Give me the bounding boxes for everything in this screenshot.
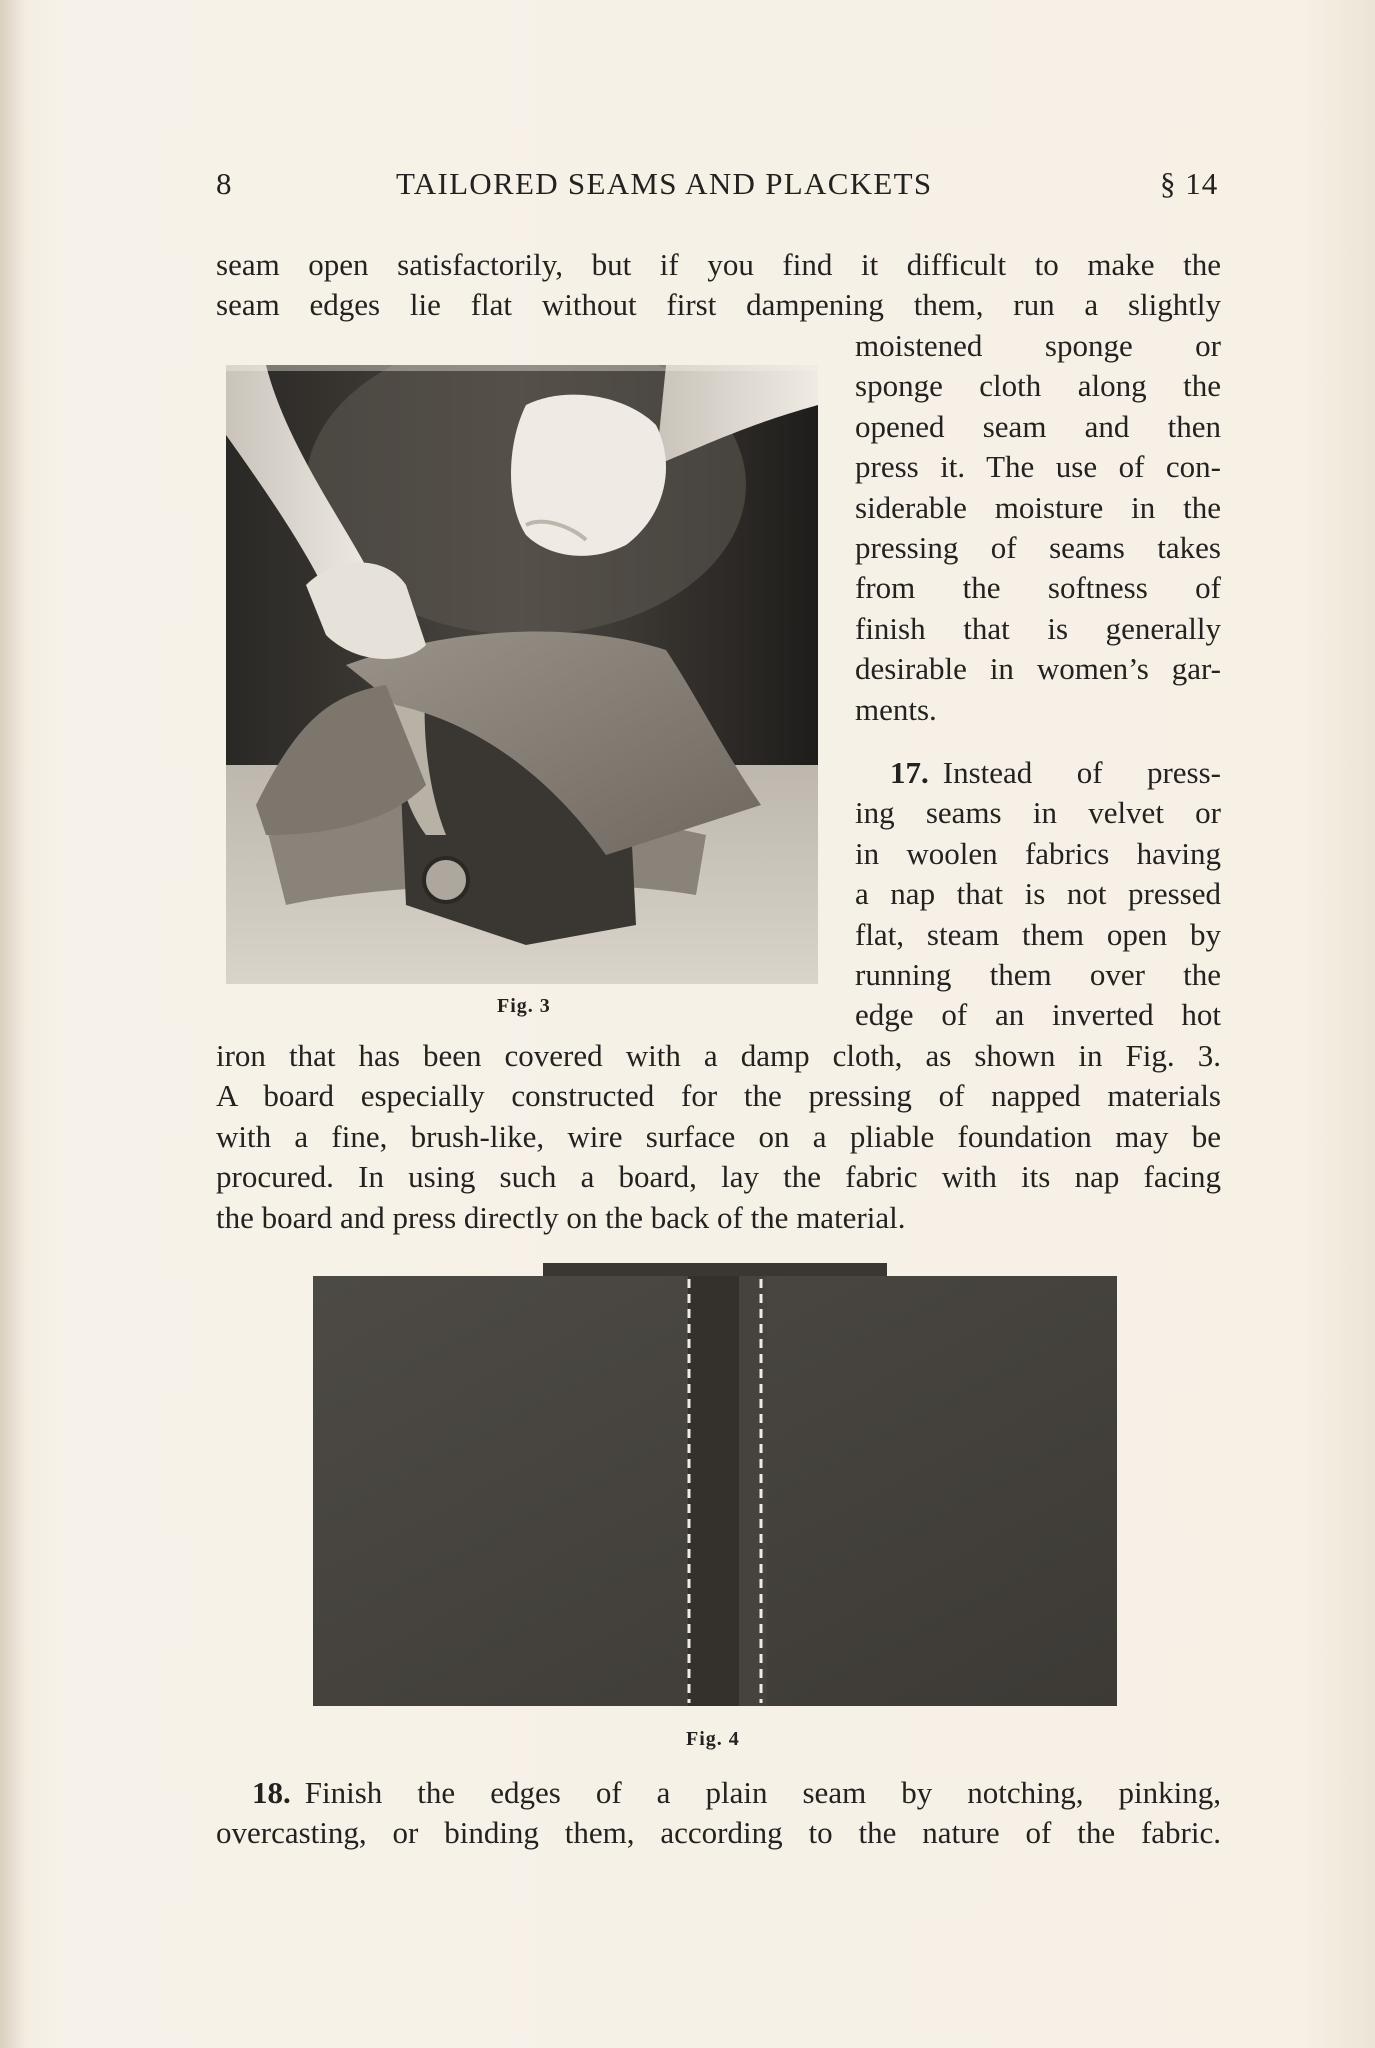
text-line: iron that has been covered with a damp cloth, as shown in Fig. 3. xyxy=(216,1038,1221,1073)
text-line: moistened sponge or xyxy=(855,328,1221,363)
pressed-seam-illustration xyxy=(313,1263,1117,1719)
figure-4-photo xyxy=(313,1263,1117,1719)
text-line: running them over the xyxy=(855,957,1221,993)
text-line: opened seam and then xyxy=(855,408,1221,444)
text-line: from the softness of xyxy=(855,570,1221,606)
text-line: pressing of seams takes xyxy=(855,530,1221,566)
text-line: overcasting, or binding them, according to the nature of the fabric. xyxy=(216,1815,1221,1851)
text-line: seam edges lie flat without first dampening them, run a slightly xyxy=(216,287,1221,323)
text-line: finish that is generally xyxy=(855,610,1221,646)
figure-4-caption: Fig. 4 xyxy=(686,1728,740,1750)
text-fragment: Instead of press- xyxy=(942,755,1221,790)
text-line: sponge cloth along the xyxy=(855,368,1221,404)
para-18 xyxy=(216,1773,1221,1854)
text-line xyxy=(216,1773,1221,1813)
paragraph-number: 17. xyxy=(890,755,929,790)
text-line: desirable in women’s gar- xyxy=(855,651,1221,687)
iron-pressing-illustration xyxy=(226,365,818,984)
para-17-body xyxy=(216,1036,1221,1238)
text-line: siderable moisture in the xyxy=(855,489,1221,525)
text-line: a nap that is not pressed xyxy=(855,876,1221,912)
text-fragment: Finish the edges of a plain seam by notching, pinking, xyxy=(304,1775,1221,1810)
text-line: the board and press directly on the back of the material. xyxy=(216,1199,906,1235)
text-line xyxy=(855,753,1221,793)
top-paragraph xyxy=(216,245,1221,326)
page-number: 8 xyxy=(216,166,233,201)
text-line: press it. The use of con- xyxy=(855,449,1221,485)
paragraph-number: 18. xyxy=(252,1775,291,1810)
text-line: ments. xyxy=(855,691,937,727)
running-title: TAILORED SEAMS AND PLACKETS xyxy=(396,166,933,201)
wrap-column-top xyxy=(855,326,1221,730)
figure-3-photo xyxy=(226,365,818,984)
text-line: in woolen fabrics having xyxy=(855,835,1221,871)
text-line: with a fine, brush-like, wire surface on a pliable foundation may be xyxy=(216,1118,1221,1154)
text-line: edge of an inverted hot xyxy=(855,997,1221,1033)
text-line: A board especially constructed for the pressing of napped materials xyxy=(216,1078,1221,1114)
section-number: § 14 xyxy=(1160,166,1219,201)
text-line: seam open satisfactorily, but if you find it difficult to make the xyxy=(216,247,1221,282)
text-line: ing seams in velvet or xyxy=(855,795,1221,831)
text-line: procured. In using such a board, lay the fabric with its nap facing xyxy=(216,1159,1221,1195)
text-line: flat, steam them open by xyxy=(855,916,1221,952)
para-17-wrap xyxy=(855,753,1221,1036)
figure-3-caption: Fig. 3 xyxy=(497,995,551,1017)
